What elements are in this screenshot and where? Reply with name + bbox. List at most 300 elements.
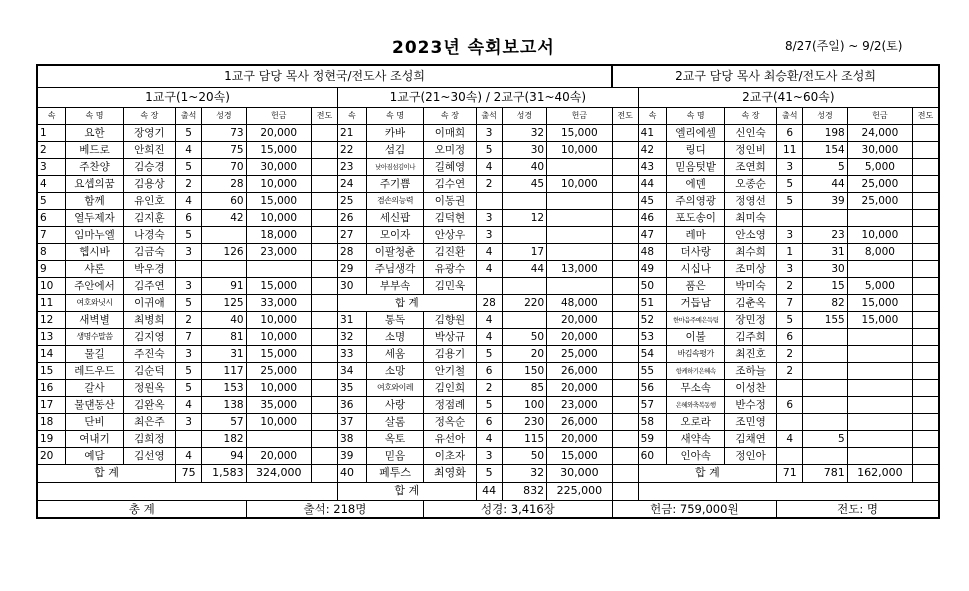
cell-c-leader: 최미숙 [724,209,776,226]
cell-c-bible: 15 [803,277,847,294]
cell-b-attend: 3 [476,447,502,464]
cell-b-evang [612,124,638,141]
cell-b-evang [612,141,638,158]
cell-c-cash: 30,000 [847,141,912,158]
cell-a-num: 15 [37,362,66,379]
cell-a-num: 11 [37,294,66,311]
cell-a-name: 샤론 [66,260,124,277]
cell-a-evang [311,413,337,430]
cell-a-attend: 7 [176,328,202,345]
table-row [37,124,939,141]
total-evang-c [913,464,939,482]
cell-b-attend: 4 [476,311,502,328]
cell-c-attend: 7 [777,294,803,311]
cell-a-name: 물댄동산 [66,396,124,413]
cell-c-attend: 2 [777,277,803,294]
cell-a-leader: 김희정 [123,430,175,447]
grand-total-bible: 성경: 3,416장 [424,500,612,518]
cell-c-leader: 최진호 [724,345,776,362]
cell-a-bible: 81 [202,328,246,345]
cell-c-name: 이불 [667,328,725,345]
column-header-leader: 속 장 [123,107,175,124]
cell-a-evang [311,175,337,192]
cell-b-name: 페투스 [366,464,424,482]
column-header-cash: 헌금 [547,107,612,124]
cell-c-num: 49 [638,260,667,277]
cell-c-evang [913,379,939,396]
cell-a-name: 갈사 [66,379,124,396]
cell-b-evang [612,277,638,294]
cell-b-attend: 4 [476,243,502,260]
cell-a-attend: 4 [176,396,202,413]
cell-c-leader: 정인아 [724,447,776,464]
cell-a-leader: 최병희 [123,311,175,328]
cell-a-evang [311,328,337,345]
cell-a-cash: 20,000 [246,447,311,464]
cell-b-cash [547,209,612,226]
cell-c-num: 53 [638,328,667,345]
table-row [37,413,939,430]
cell-a-attend [176,430,202,447]
cell-b-num: 28 [338,243,367,260]
cell-b-num: 22 [338,141,367,158]
cell-c-num: 42 [638,141,667,158]
cell-b-leader: 이초자 [424,447,476,464]
total-cash-a: 324,000 [246,464,311,482]
cell-b-leader: 김덕현 [424,209,476,226]
cell-a-leader: 김지영 [123,328,175,345]
cell-a-name: 여내기 [66,430,124,447]
cell-a-leader: 정원옥 [123,379,175,396]
cell-c-evang [913,124,939,141]
cell-c-bible: 31 [803,243,847,260]
cell-c-leader: 반수정 [724,396,776,413]
column-header-num: 속 [37,107,66,124]
cell-c-evang [913,209,939,226]
cell-c-evang [913,192,939,209]
cell-a-leader: 장영기 [123,124,175,141]
cell-b-bible: 50 [502,328,546,345]
blank-cell [37,482,338,500]
cell-c-cash [847,430,912,447]
cell-a-bible: 126 [202,243,246,260]
cell-a-bible: 70 [202,158,246,175]
cell-c-evang [913,311,939,328]
cell-c-evang [913,362,939,379]
cell-a-bible: 138 [202,396,246,413]
cell-b-cash [547,243,612,260]
cell-a-evang [311,141,337,158]
grand-total-row [37,500,939,518]
cell-b-evang [612,260,638,277]
total-label-b2: 합 계 [338,482,477,500]
cell-c-cash [847,447,912,464]
column-header-attend: 출석 [476,107,502,124]
cell-a-leader: 김금숙 [123,243,175,260]
cell-c-bible [803,379,847,396]
cell-c-name: 항케하기은혜속 [667,362,725,379]
cell-a-num: 18 [37,413,66,430]
cell-c-leader: 조민영 [724,413,776,430]
cell-a-bible: 153 [202,379,246,396]
table-row [37,362,939,379]
cell-c-cash [847,260,912,277]
cell-b-leader: 김향원 [424,311,476,328]
cell-b-evang [612,158,638,175]
cell-c-bible [803,396,847,413]
cell-b-attend: 5 [476,141,502,158]
total-attend-a: 75 [176,464,202,482]
cell-a-name: 요한 [66,124,124,141]
cell-c-bible: 155 [803,311,847,328]
cell-b-name: 사랑 [366,396,424,413]
cell-a-cash: 20,000 [246,124,311,141]
cell-a-cash: 10,000 [246,175,311,192]
cell-b-leader: 오미정 [424,141,476,158]
column-header-bible: 성경 [202,107,246,124]
cell-b-bible: 115 [502,430,546,447]
cell-b-bible [502,192,546,209]
cell-b-num: 31 [338,311,367,328]
cell-b-attend: 4 [476,260,502,277]
cell-a-name: 함께 [66,192,124,209]
cell-b-num: 30 [338,277,367,294]
cell-c-bible [803,413,847,430]
cell-b-evang [612,175,638,192]
cell-c-num: 60 [638,447,667,464]
cell-b-leader: 김인희 [424,379,476,396]
cell-a-bible: 73 [202,124,246,141]
cell-c-evang [913,447,939,464]
cell-a-name: 물길 [66,345,124,362]
total-bible-c: 781 [803,464,847,482]
cell-b-attend: 3 [476,124,502,141]
cell-c-attend: 4 [777,430,803,447]
cell-b-bible: 50 [502,447,546,464]
cell-c-cash [847,209,912,226]
cell-c-bible: 44 [803,175,847,192]
total-label-b1: 합 계 [338,294,477,311]
cell-b-cash: 20,000 [547,328,612,345]
cell-b-leader: 정옥순 [424,413,476,430]
cell-b-num: 25 [338,192,367,209]
cell-c-num: 46 [638,209,667,226]
cell-a-num: 3 [37,158,66,175]
cell-c-attend: 11 [777,141,803,158]
cell-b-attend: 4 [476,430,502,447]
cell-b-attend: 5 [476,345,502,362]
cell-a-bible [202,260,246,277]
cell-c-name: 포도송이 [667,209,725,226]
cell-c-bible: 82 [803,294,847,311]
cell-c-bible: 154 [803,141,847,158]
cell-a-evang [311,277,337,294]
cell-b-evang [612,311,638,328]
column-header-leader: 속 장 [424,107,476,124]
cell-b-name: 이팔청춘 [366,243,424,260]
cell-a-evang [311,260,337,277]
cell-b-name: 겸손의능력 [366,192,424,209]
cell-c-leader: 장민정 [724,311,776,328]
cell-b-evang [612,379,638,396]
cell-b-cash: 25,000 [547,345,612,362]
cell-b-bible: 12 [502,209,546,226]
cell-b-num: 40 [338,464,367,482]
table-row [37,192,939,209]
cell-c-num: 56 [638,379,667,396]
cell-c-attend: 5 [777,192,803,209]
cell-c-num: 54 [638,345,667,362]
group-header-2: 1교구(21~30속) / 2교구(31~40속) [338,87,639,107]
cell-c-cash: 25,000 [847,175,912,192]
cell-b-num: 34 [338,362,367,379]
cell-b-name: 모이자 [366,226,424,243]
cell-b-num: 38 [338,430,367,447]
cell-b-leader: 김용기 [424,345,476,362]
cell-c-attend: 3 [777,260,803,277]
cell-c-name: 시십나 [667,260,725,277]
cell-c-evang [913,430,939,447]
cell-c-name: 한마음주예은득팀 [667,311,725,328]
cell-a-leader: 김완옥 [123,396,175,413]
cell-a-evang [311,345,337,362]
cell-a-leader: 주진숙 [123,345,175,362]
cell-a-bible: 75 [202,141,246,158]
cell-b-leader: 유선아 [424,430,476,447]
cell-b-bible [502,311,546,328]
cell-b-evang [612,243,638,260]
cell-c-attend: 6 [777,396,803,413]
cell-a-name: 여호와닛시 [66,294,124,311]
cell-a-num: 9 [37,260,66,277]
cell-c-leader: 조연희 [724,158,776,175]
cell-b-bible [502,226,546,243]
cell-c-cash: 8,000 [847,243,912,260]
cell-b-bible: 150 [502,362,546,379]
cell-c-leader: 안소영 [724,226,776,243]
cell-c-name: 새약속 [667,430,725,447]
cell-a-bible: 94 [202,447,246,464]
column-header-name: 속 명 [366,107,424,124]
cell-a-cash: 15,000 [246,141,311,158]
cell-c-attend: 3 [777,158,803,175]
cell-a-num: 17 [37,396,66,413]
cell-a-bible: 42 [202,209,246,226]
cell-b-leader: 안상우 [424,226,476,243]
cell-c-leader: 정인비 [724,141,776,158]
cell-c-evang [913,141,939,158]
cell-c-bible [803,209,847,226]
cell-c-leader: 정영선 [724,192,776,209]
cell-b-cash [547,277,612,294]
cell-b-name: 통독 [366,311,424,328]
cell-b-attend: 6 [476,362,502,379]
cell-b-num: 24 [338,175,367,192]
cell-a-name: 새벽별 [66,311,124,328]
cell-b-bible: 100 [502,396,546,413]
total-attend-b1: 28 [476,294,502,311]
cell-b-num: 39 [338,447,367,464]
cell-a-attend: 2 [176,175,202,192]
cell-c-name: 더사랑 [667,243,725,260]
cell-c-num: 50 [638,277,667,294]
total-evang-b1 [612,294,638,311]
grand-total-label: 총 계 [37,500,246,518]
cell-c-leader: 이성찬 [724,379,776,396]
cell-c-name: 오로라 [667,413,725,430]
cell-a-evang [311,294,337,311]
cell-b-bible: 20 [502,345,546,362]
cell-b-num: 29 [338,260,367,277]
cell-b-evang [612,362,638,379]
cell-b-evang [612,396,638,413]
cell-b-bible: 30 [502,141,546,158]
cell-a-evang [311,192,337,209]
section-header-left: 1교구 담당 목사 정현국/전도사 조성희 [37,65,612,87]
table-row [37,345,939,362]
cell-a-attend: 3 [176,277,202,294]
cell-a-num: 5 [37,192,66,209]
cell-c-name: 바김속평가 [667,345,725,362]
cell-a-bible: 31 [202,345,246,362]
cell-c-bible: 5 [803,430,847,447]
cell-c-cash: 5,000 [847,277,912,294]
cell-a-cash: 15,000 [246,192,311,209]
cell-c-num: 44 [638,175,667,192]
cell-b-num: 23 [338,158,367,175]
cell-c-cash: 15,000 [847,294,912,311]
cell-c-attend: 2 [777,362,803,379]
cell-c-num: 58 [638,413,667,430]
cell-c-num: 48 [638,243,667,260]
cell-b-cash: 10,000 [547,175,612,192]
cell-c-name: 엘리에셀 [667,124,725,141]
cell-b-leader: 안기철 [424,362,476,379]
blank-cell [638,482,939,500]
cell-c-attend [777,447,803,464]
cell-a-cash [246,260,311,277]
cell-a-leader: 유인호 [123,192,175,209]
cell-b-evang [612,413,638,430]
cell-a-attend: 3 [176,243,202,260]
cell-a-attend: 5 [176,124,202,141]
column-header-evang: 전도 [311,107,337,124]
column-header-leader: 속 장 [724,107,776,124]
cell-a-cash: 30,000 [246,158,311,175]
cell-a-num: 10 [37,277,66,294]
cell-a-leader: 김지훈 [123,209,175,226]
cell-a-name: 열두제자 [66,209,124,226]
grand-total-attendance: 출석: 218명 [246,500,424,518]
cell-c-bible [803,447,847,464]
cell-b-bible: 230 [502,413,546,430]
table-row [37,175,939,192]
cell-c-leader: 김채연 [724,430,776,447]
cell-c-attend: 2 [777,345,803,362]
cell-a-bible: 40 [202,311,246,328]
column-header-num: 속 [638,107,667,124]
cell-a-cash: 10,000 [246,209,311,226]
cell-c-attend: 3 [777,226,803,243]
cell-c-leader: 오종순 [724,175,776,192]
cell-b-leader: 김민욱 [424,277,476,294]
cell-a-cash: 25,000 [246,362,311,379]
cell-b-evang [612,345,638,362]
cell-a-cash: 15,000 [246,345,311,362]
table-row [37,430,939,447]
cell-b-num: 36 [338,396,367,413]
group-header-1: 1교구(1~20속) [37,87,338,107]
cell-c-bible: 5 [803,158,847,175]
cell-a-attend: 5 [176,226,202,243]
table-row [37,141,939,158]
cell-c-evang [913,226,939,243]
cell-a-name: 단비 [66,413,124,430]
table-row [37,294,939,311]
cell-b-name: 섬김 [366,141,424,158]
cell-b-bible: 32 [502,124,546,141]
cell-c-leader: 조미상 [724,260,776,277]
column-header-attend: 출석 [777,107,803,124]
cell-b-attend: 6 [476,413,502,430]
cell-b-bible: 44 [502,260,546,277]
cell-a-attend: 4 [176,447,202,464]
cell-a-name: 주찬양 [66,158,124,175]
cell-c-attend [777,413,803,430]
cell-c-bible: 30 [803,260,847,277]
report-table [36,64,940,519]
cell-a-attend: 5 [176,158,202,175]
cell-c-num: 45 [638,192,667,209]
column-header-bible: 성경 [502,107,546,124]
cell-a-attend: 3 [176,345,202,362]
cell-a-num: 4 [37,175,66,192]
cell-b-leader: 이동권 [424,192,476,209]
cell-b-name: 소명 [366,328,424,345]
cell-b-cash: 13,000 [547,260,612,277]
table-row [37,379,939,396]
cell-b-cash: 10,000 [547,141,612,158]
table-row [37,447,939,464]
cell-a-evang [311,158,337,175]
cell-b-leader: 김수연 [424,175,476,192]
cell-a-num: 20 [37,447,66,464]
cell-c-cash: 10,000 [847,226,912,243]
cell-a-name: 생명수말씀 [66,328,124,345]
cell-b-cash [547,158,612,175]
total-attend-b2: 44 [476,482,502,500]
total-bible-b2: 832 [502,482,546,500]
cell-c-name: 인아속 [667,447,725,464]
cell-c-leader: 최수희 [724,243,776,260]
cell-c-cash: 24,000 [847,124,912,141]
cell-b-leader: 박상규 [424,328,476,345]
cell-a-evang [311,243,337,260]
cell-c-name: 거듭남 [667,294,725,311]
column-header-name: 속 명 [66,107,124,124]
cell-a-attend: 5 [176,362,202,379]
cell-c-evang [913,396,939,413]
cell-c-evang [913,260,939,277]
cell-b-attend: 4 [476,158,502,175]
total-label-a: 합 계 [37,464,176,482]
cell-b-evang [612,464,638,482]
cell-a-name: 임마누엘 [66,226,124,243]
cell-b-attend: 3 [476,226,502,243]
total-bible-a: 1,583 [202,464,246,482]
cell-a-evang [311,226,337,243]
cell-a-num: 16 [37,379,66,396]
